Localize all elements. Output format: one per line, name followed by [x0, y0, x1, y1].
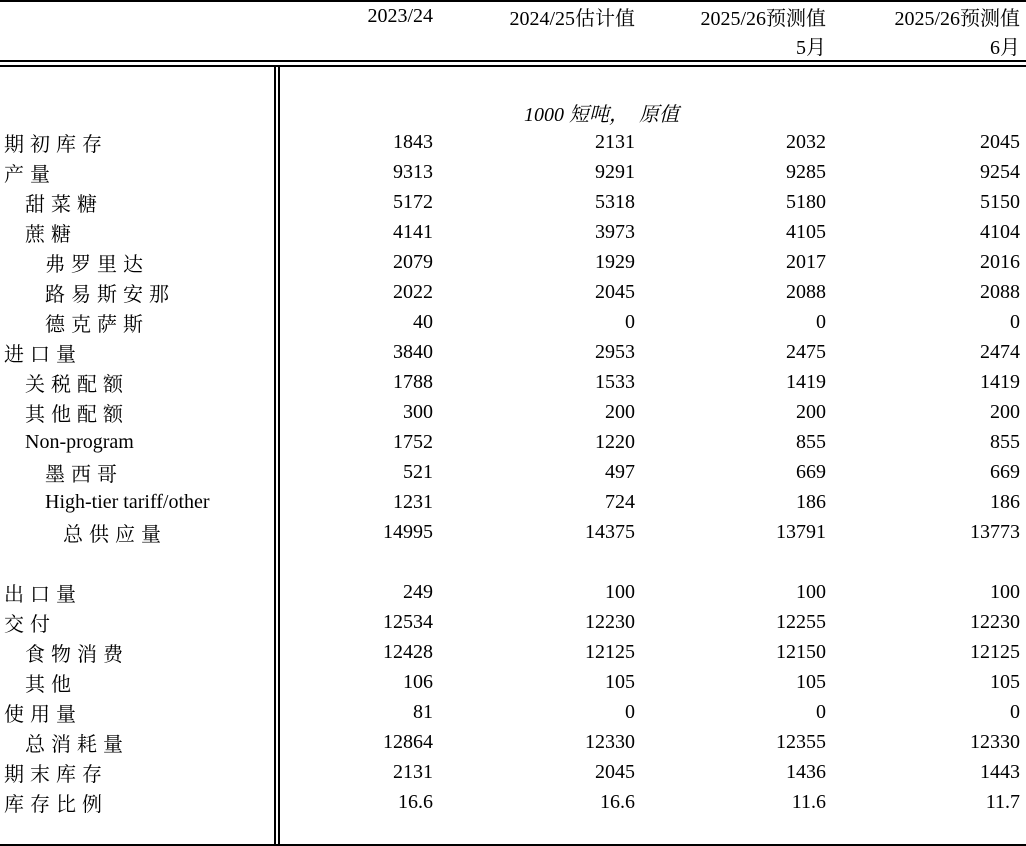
cell-value: 5180: [786, 190, 826, 213]
row-label: 关税配额: [0, 367, 277, 397]
cell-value: 100: [990, 580, 1020, 603]
cell-value: 100: [796, 580, 826, 603]
spacer-row: [0, 67, 1026, 97]
cell-value: 4105: [786, 220, 826, 243]
cell-value: 1220: [595, 430, 635, 453]
month-subheader-may: 5月: [796, 37, 826, 59]
cell-value: 1752: [393, 430, 433, 453]
cell-value: 2131: [393, 760, 433, 783]
row-label: 总供应量: [0, 517, 277, 547]
cell-value: 81: [413, 700, 433, 723]
cell-value: 1443: [980, 760, 1020, 783]
table-row: [0, 337, 1026, 367]
cell-value: 4104: [980, 220, 1020, 243]
table-row: [0, 787, 1026, 817]
month-subheader-2: [435, 31, 637, 60]
cell-value: 13773: [970, 520, 1020, 543]
table-row: [0, 757, 1026, 787]
blank-row: [0, 547, 1026, 577]
cell-value: 200: [796, 400, 826, 423]
cell-value: 2045: [595, 760, 635, 783]
cell-value: 2953: [595, 340, 635, 363]
cell-value: 105: [605, 670, 635, 693]
cell-value: [827, 547, 1026, 577]
cell-value: 11.6: [791, 790, 826, 813]
months-header-row: [0, 31, 1026, 60]
row-label: 其他: [0, 667, 277, 697]
row-label: 其他配额: [0, 397, 277, 427]
cell-value: 12150: [776, 640, 826, 663]
cell-value: 186: [990, 490, 1020, 513]
cell-value: 5172: [393, 190, 433, 213]
cell-value: 2088: [786, 280, 826, 303]
cell-value: 2017: [786, 250, 826, 273]
table-row: [0, 247, 1026, 277]
row-label: 蔗糖: [0, 217, 277, 247]
row-label: Non-program: [0, 427, 277, 457]
cell-value: 2131: [595, 130, 635, 153]
cell-value: 0: [1010, 700, 1020, 723]
cell-value: 2079: [393, 250, 433, 273]
cell-value: 2016: [980, 250, 1020, 273]
cell-value: 12230: [970, 610, 1020, 633]
row-label: 产量: [0, 157, 277, 187]
column-header-2023-24: 2023/24: [367, 5, 433, 27]
filler-label-cell: [0, 817, 277, 846]
cell-value: 3840: [393, 340, 433, 363]
row-label: 交付: [0, 607, 277, 637]
cell-value: 0: [625, 310, 635, 333]
cell-value: 2475: [786, 340, 826, 363]
cell-value: 497: [605, 460, 635, 483]
cell-value: 105: [990, 670, 1020, 693]
table-row: [0, 637, 1026, 667]
filler-row: [0, 817, 1026, 846]
cell-value: 2474: [980, 340, 1020, 363]
label-column-header: [0, 2, 277, 31]
cell-value: 200: [605, 400, 635, 423]
cell-value: 105: [796, 670, 826, 693]
cell-value: 12330: [585, 730, 635, 753]
cell-value: 2088: [980, 280, 1020, 303]
table-row: [0, 217, 1026, 247]
cell-value: 16.6: [600, 790, 635, 813]
table-row: [0, 157, 1026, 187]
cell-value: 249: [403, 580, 433, 603]
row-label: 期末库存: [0, 757, 277, 787]
table-row: [0, 187, 1026, 217]
cell-value: 855: [796, 430, 826, 453]
cell-value: 9254: [980, 160, 1020, 183]
cell-value: 4141: [393, 220, 433, 243]
table-row: [0, 697, 1026, 727]
table-row: [0, 277, 1026, 307]
cell-value: 9291: [595, 160, 635, 183]
cell-value: 0: [625, 700, 635, 723]
cell-value: 12534: [383, 610, 433, 633]
row-label: 出口量: [0, 577, 277, 607]
cell-value: 13791: [776, 520, 826, 543]
cell-value: [637, 547, 827, 577]
cell-value: 12125: [585, 640, 635, 663]
table-row: [0, 727, 1026, 757]
cell-value: 100: [605, 580, 635, 603]
cell-value: [277, 547, 435, 577]
row-label: 库存比例: [0, 787, 277, 817]
column-header-2024-25: 2024/25估计值: [509, 8, 635, 30]
cell-value: 16.6: [398, 790, 433, 813]
cell-value: 106: [403, 670, 433, 693]
row-label: 甜菜糖: [0, 187, 277, 217]
cell-value: 1419: [786, 370, 826, 393]
cell-value: 2045: [980, 130, 1020, 153]
table-row: [0, 667, 1026, 697]
cell-value: 669: [990, 460, 1020, 483]
cell-value: 1843: [393, 130, 433, 153]
table-body: [0, 67, 1026, 846]
cell-value: 2045: [595, 280, 635, 303]
column-header-2025-26-jun: 2025/26预测值: [894, 8, 1020, 30]
cell-value: 12125: [970, 640, 1020, 663]
unit-note-label-cell: [0, 97, 277, 127]
cell-value: 9285: [786, 160, 826, 183]
cell-value: 11.7: [985, 790, 1020, 813]
cell-value: 14995: [383, 520, 433, 543]
cell-value: 200: [990, 400, 1020, 423]
cell-value: 1788: [393, 370, 433, 393]
table-row: [0, 127, 1026, 157]
cell-value: 5150: [980, 190, 1020, 213]
row-label: High-tier tariff/other: [0, 487, 277, 517]
row-label: 路易斯安那: [0, 277, 277, 307]
cell-value: 3973: [595, 220, 635, 243]
row-label: 墨西哥: [0, 457, 277, 487]
cell-value: 14375: [585, 520, 635, 543]
cell-value: 2022: [393, 280, 433, 303]
cell-value: 12255: [776, 610, 826, 633]
cell-value: 12230: [585, 610, 635, 633]
row-label: 期初库存: [0, 127, 277, 157]
cell-value: 521: [403, 460, 433, 483]
row-label: [0, 547, 277, 577]
cell-value: 1436: [786, 760, 826, 783]
table-header: [0, 2, 1026, 60]
spacer-label-cell: [0, 67, 277, 97]
cell-value: 0: [816, 310, 826, 333]
spacer-cell: [277, 67, 1026, 97]
table-row: [0, 577, 1026, 607]
month-subheader-empty: [0, 31, 277, 60]
cell-value: 1231: [393, 490, 433, 513]
cell-value: 1419: [980, 370, 1020, 393]
cell-value: 12864: [383, 730, 433, 753]
cell-value: 12428: [383, 640, 433, 663]
cell-value: [435, 547, 637, 577]
cell-value: 0: [816, 700, 826, 723]
table-row: [0, 487, 1026, 517]
cell-value: 855: [990, 430, 1020, 453]
cell-value: 12330: [970, 730, 1020, 753]
cell-value: 669: [796, 460, 826, 483]
row-label: 使用量: [0, 697, 277, 727]
cell-value: 186: [796, 490, 826, 513]
table-row: [0, 397, 1026, 427]
table-row: [0, 517, 1026, 547]
table-row: [0, 427, 1026, 457]
cell-value: 1929: [595, 250, 635, 273]
cell-value: 0: [1010, 310, 1020, 333]
month-subheader-1: [277, 31, 435, 60]
row-label: 德克萨斯: [0, 307, 277, 337]
table-row: [0, 367, 1026, 397]
cell-value: 2032: [786, 130, 826, 153]
row-label: 弗罗里达: [0, 247, 277, 277]
filler-cell: [277, 817, 1026, 846]
row-label: 总消耗量: [0, 727, 277, 757]
table-row: [0, 607, 1026, 637]
years-header-row: [0, 2, 1026, 31]
double-rule-divider: [0, 60, 1026, 67]
table-row: [0, 307, 1026, 337]
row-label: 食物消费: [0, 637, 277, 667]
unit-note: 1000 短吨， 原值: [524, 103, 679, 126]
cell-value: 300: [403, 400, 433, 423]
cell-value: 9313: [393, 160, 433, 183]
cell-value: 724: [605, 490, 635, 513]
column-header-2025-26-may: 2025/26预测值: [700, 8, 826, 30]
table-row: [0, 457, 1026, 487]
cell-value: 12355: [776, 730, 826, 753]
month-subheader-june: 6月: [990, 37, 1020, 59]
row-label: 进口量: [0, 337, 277, 367]
cell-value: 1533: [595, 370, 635, 393]
cell-value: 5318: [595, 190, 635, 213]
cell-value: 40: [413, 310, 433, 333]
unit-note-row: [0, 97, 1026, 127]
